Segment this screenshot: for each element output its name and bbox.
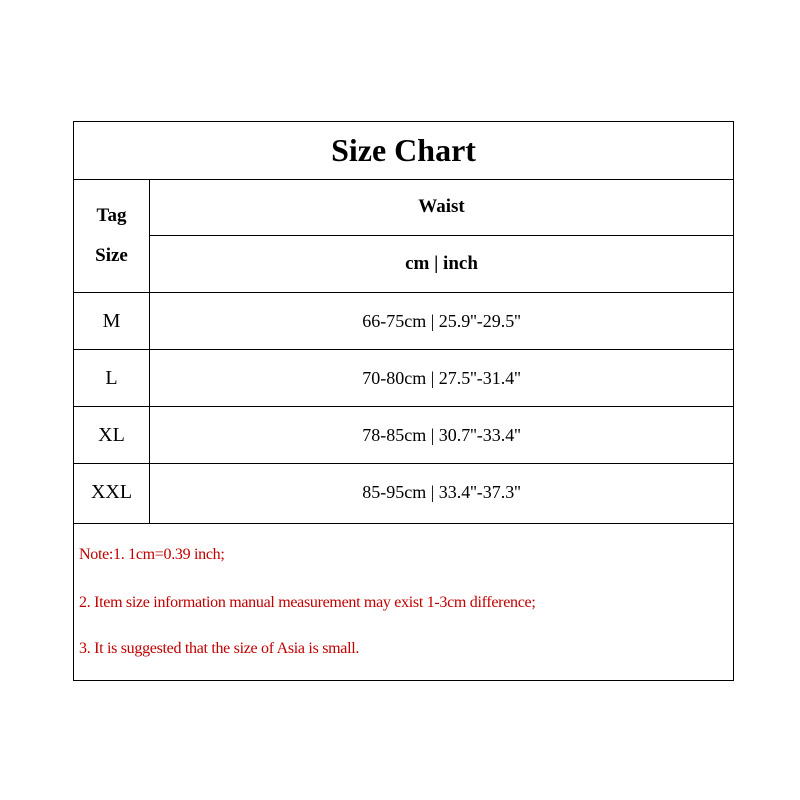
chart-title: Size Chart [74,122,733,180]
tag-size-header-line1: Tag [96,204,127,226]
tag-size-cell: L [105,366,118,389]
table-row [74,350,733,407]
note-line-3: 3. It is suggested that the size of Asia is small. [79,640,360,657]
table-row [74,407,733,464]
size-chart-table [73,121,734,681]
note-line-2: 2. Item size information manual measurement may exist 1-3cm difference; [79,594,536,611]
size-grid [74,179,733,523]
waist-cell: 85-95cm | 33.4''-37.3'' [362,482,521,502]
tag-size-cell: M [102,309,121,332]
units-header: cm | inch [150,236,733,293]
tag-size-cell: XXL [90,481,133,503]
measure-header [150,179,733,293]
waist-header: Waist [150,179,733,236]
notes-section [74,523,733,680]
waist-cell: 78-85cm | 30.7''-33.4'' [362,424,521,445]
tag-size-cell: XL [98,423,125,446]
note-line-1: Note:1. 1cm=0.39 inch; [79,546,225,563]
waist-cell: 66-75cm | 25.9''-29.5'' [362,310,521,331]
tag-size-header-line2: Size [95,244,128,266]
tag-size-header [74,179,149,293]
table-row [74,293,733,350]
waist-cell: 70-80cm | 27.5''-31.4'' [362,367,521,388]
table-row [74,464,733,521]
